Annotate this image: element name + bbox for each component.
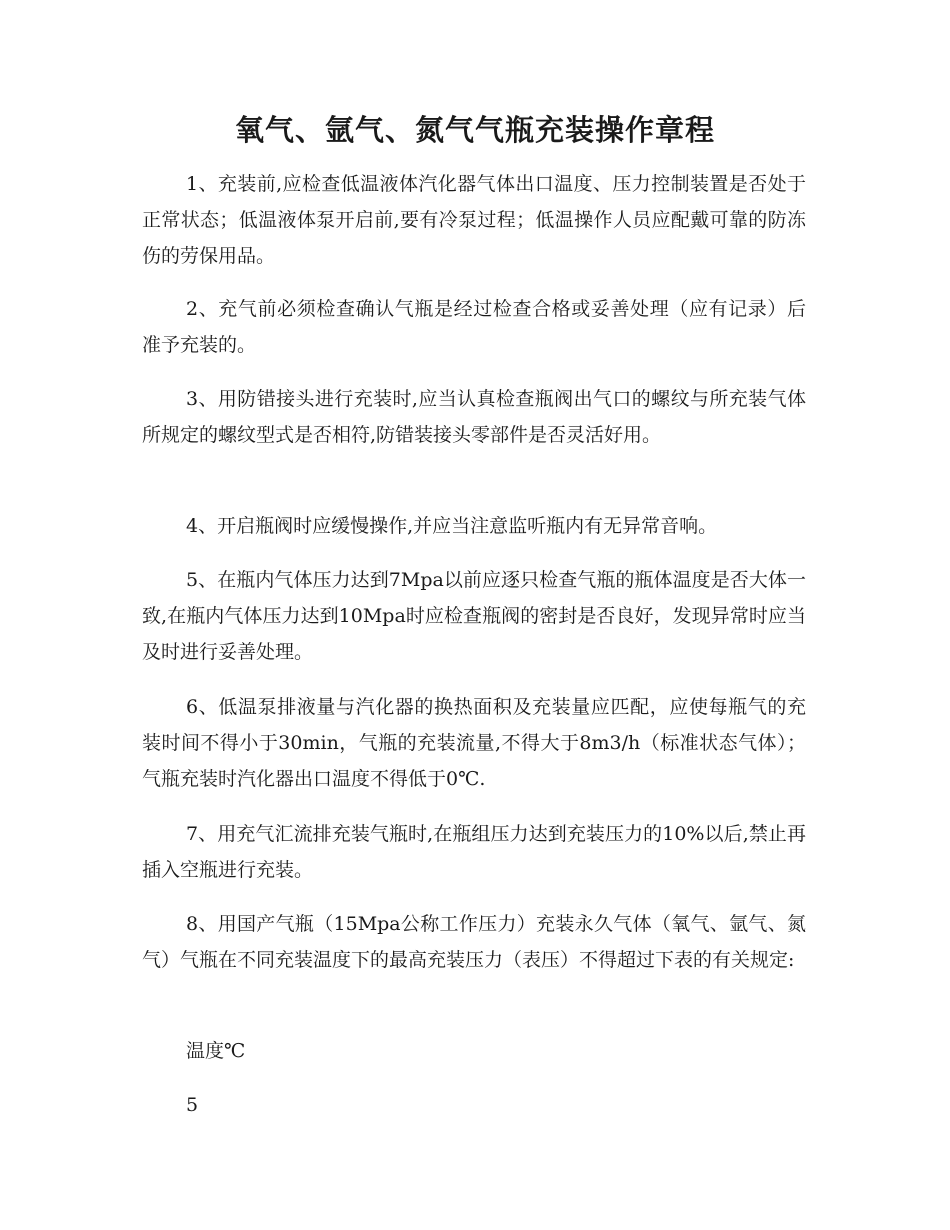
paragraph-6: 6、低温泵排液量与汽化器的换热面积及充装量应匹配，应使每瓶气的充装时间不得小于30min，气瓶的充装流量,不得大于8m3/h（标准状态气体）；气瓶充装时汽化器出口温度不得低于0℃. (142, 696, 806, 790)
paragraph-5: 5、在瓶内气体压力达到7Mpa以前应逐只检查气瓶的瓶体温度是否大体一致,在瓶内气体压力达到10Mpa时应检查瓶阀的密封是否良好，发现异常时应当及时进行妥善处理。 (142, 569, 806, 663)
paragraph-4: 4、开启瓶阀时应缓慢操作,并应当注意监听瓶内有无异常音响。 (186, 515, 718, 537)
table-value: 5 (186, 1094, 199, 1116)
paragraph-1: 1、充装前,应检查低温液体汽化器气体出口温度、压力控制装置是否处于正常状态；低温液体泵开启前,要有冷泵过程；低温操作人员应配戴可靠的防冻伤的劳保用品。 (142, 173, 806, 267)
table-header-temperature: 温度℃ (186, 1040, 246, 1062)
document-title: 氧气、氩气、氮气气瓶充装操作章程 (234, 113, 715, 147)
paragraph-7: 7、用充气汇流排充装气瓶时,在瓶组压力达到充装压力的10%以后,禁止再插入空瓶进行充装。 (142, 823, 806, 881)
paragraph-2: 2、充气前必须检查确认气瓶是经过检查合格或妥善处理（应有记录）后准予充装的。 (142, 298, 806, 356)
paragraph-3: 3、用防错接头进行充装时,应当认真检查瓶阀出气口的螺纹与所充装气体所规定的螺纹型式是否相符,防错装接头零部件是否灵活好用。 (142, 388, 806, 446)
paragraph-8: 8、用国产气瓶（15Mpa公称工作压力）充装永久气体（氧气、氩气、氮气）气瓶在不同充装温度下的最高充装压力（表压）不得超过下表的有关规定: (142, 913, 806, 971)
